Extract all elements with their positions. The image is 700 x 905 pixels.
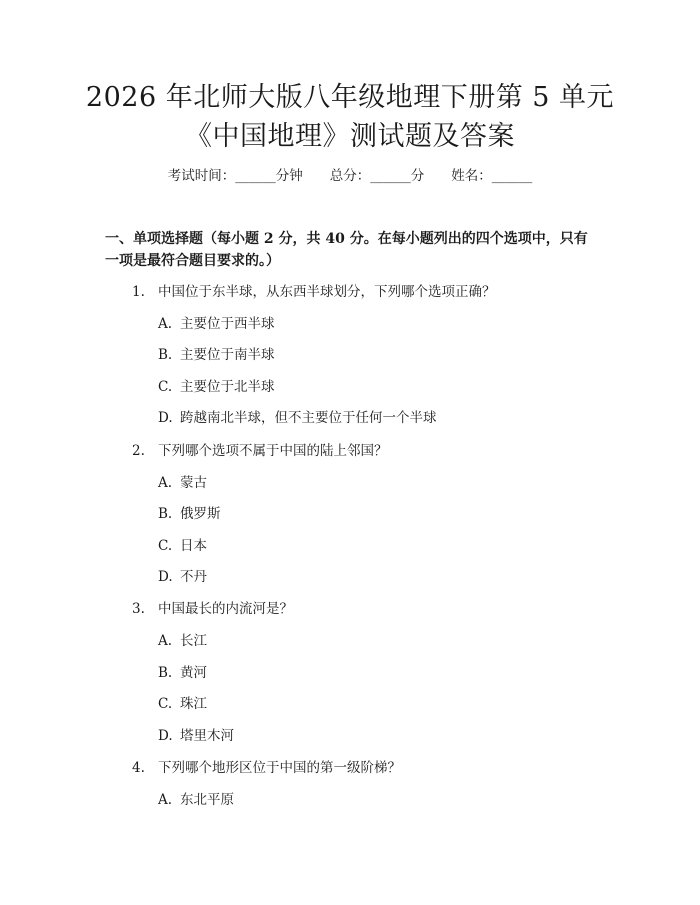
option-1a xyxy=(158,314,275,334)
option-3b xyxy=(158,663,207,683)
option-2d xyxy=(158,567,207,587)
option-text: 日本 xyxy=(180,538,207,554)
question-number: 4. xyxy=(132,760,145,776)
page-title-line-2: 《中国地理》测试题及答案 xyxy=(185,121,515,152)
option-3d xyxy=(158,726,234,746)
option-1b xyxy=(158,345,275,365)
option-letter: D. xyxy=(158,410,173,426)
question-1 xyxy=(132,282,496,302)
question-text: 下列哪个选项不属于中国的陆上邻国？ xyxy=(158,443,388,459)
option-letter: B. xyxy=(158,665,173,681)
option-text: 主要位于南半球 xyxy=(180,347,275,363)
question-4 xyxy=(132,758,401,778)
question-2 xyxy=(132,441,388,461)
page-title-line-1: 2026 年北师大版八年级地理下册第 5 单元 xyxy=(85,82,615,113)
option-text: 塔里木河 xyxy=(180,728,234,744)
question-number: 2. xyxy=(132,443,145,459)
option-letter: A. xyxy=(158,475,173,491)
option-letter: D. xyxy=(158,569,173,585)
option-letter: D. xyxy=(158,728,173,744)
option-4a xyxy=(158,790,234,810)
question-text: 中国最长的内流河是？ xyxy=(158,601,293,617)
option-1d xyxy=(158,408,437,428)
question-3 xyxy=(132,599,293,619)
option-2a xyxy=(158,473,207,493)
question-text: 下列哪个地形区位于中国的第一级阶梯？ xyxy=(158,760,401,776)
option-letter: C. xyxy=(158,538,173,554)
option-letter: A. xyxy=(158,316,173,332)
option-letter: A. xyxy=(158,792,173,808)
option-2b xyxy=(158,504,221,524)
option-letter: C. xyxy=(158,379,173,395)
option-text: 跨越南北半球，但不主要位于任何一个半球 xyxy=(180,410,437,426)
option-text: 长江 xyxy=(180,633,207,649)
option-letter: A. xyxy=(158,633,173,649)
option-2c xyxy=(158,536,207,556)
question-number: 3. xyxy=(132,601,145,617)
option-3c xyxy=(158,694,207,714)
option-text: 蒙古 xyxy=(180,475,207,491)
option-text: 不丹 xyxy=(180,569,207,585)
option-1c xyxy=(158,377,275,397)
question-text: 中国位于东半球，从东西半球划分，下列哪个选项正确？ xyxy=(158,284,496,300)
option-3a xyxy=(158,631,207,651)
option-text: 珠江 xyxy=(180,696,207,712)
question-number: 1. xyxy=(132,284,145,300)
option-letter: B. xyxy=(158,347,173,363)
option-text: 主要位于北半球 xyxy=(180,379,275,395)
option-text: 黄河 xyxy=(180,665,207,681)
section-heading: 一、单项选择题（每小题 2 分，共 40 分。在每小题列出的四个选项中，只有一项是最符合题目要求的。） xyxy=(105,231,588,269)
exam-info-line: 考试时间：______分钟 总分：______分 姓名：______ xyxy=(167,168,533,184)
option-text: 俄罗斯 xyxy=(180,506,221,522)
option-letter: C. xyxy=(158,696,173,712)
option-text: 东北平原 xyxy=(180,792,234,808)
option-text: 主要位于西半球 xyxy=(180,316,275,332)
option-letter: B. xyxy=(158,506,173,522)
